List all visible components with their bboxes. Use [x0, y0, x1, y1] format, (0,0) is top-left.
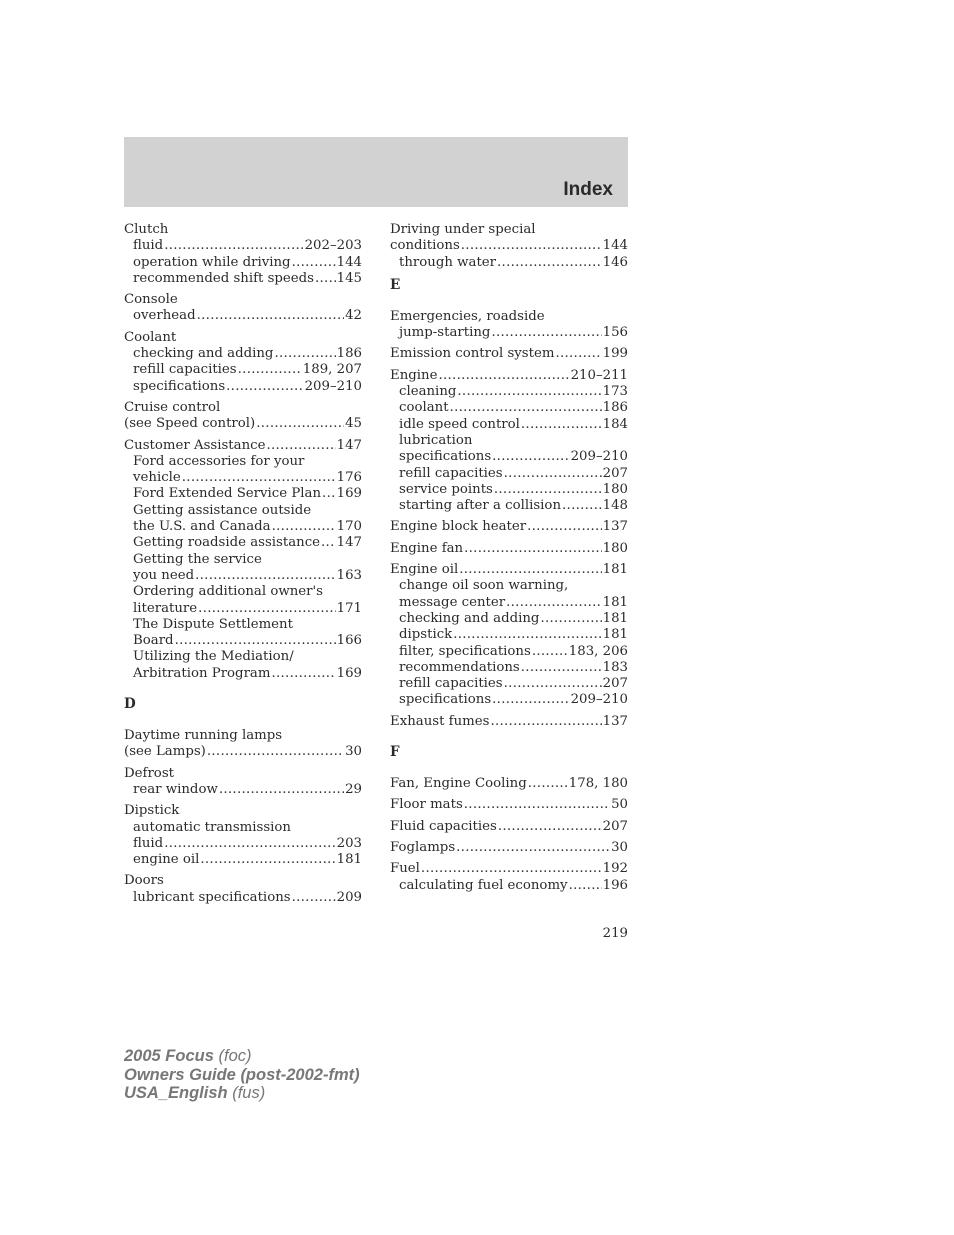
- dot-leader: [497, 255, 602, 271]
- footer-model-code: (foc): [218, 1047, 252, 1065]
- page-reference: 181: [602, 627, 628, 643]
- dot-leader: [540, 611, 601, 627]
- page-reference: 137: [602, 519, 628, 535]
- index-term: [124, 744, 362, 760]
- index-subentry: [390, 466, 628, 482]
- page-reference: 50: [611, 797, 628, 813]
- entry-text: Ford accessories for your: [133, 453, 305, 469]
- entry-text: Clutch: [124, 222, 169, 237]
- entry-text: dipstick: [399, 627, 453, 643]
- index-subentry: [124, 890, 362, 906]
- index-subentry: [124, 503, 362, 519]
- index-entry: [390, 776, 628, 792]
- dot-leader: [464, 541, 602, 557]
- index-subentry: [124, 255, 362, 271]
- entry-text: Engine oil: [390, 562, 459, 578]
- index-subentry: [390, 611, 628, 627]
- dot-leader: [292, 890, 336, 906]
- dot-leader: [562, 498, 602, 514]
- index-subentry: [390, 482, 628, 498]
- index-term: [390, 309, 628, 325]
- index-term: [390, 541, 628, 557]
- page-reference: 183, 206: [568, 643, 628, 659]
- index-term: [390, 346, 628, 362]
- index-entry: [390, 840, 628, 856]
- entry-text: Customer Assistance: [124, 437, 266, 453]
- index-entry: [390, 819, 628, 835]
- index-term: [390, 776, 628, 792]
- entry-text: Fuel: [390, 861, 420, 877]
- dot-leader: [175, 633, 336, 649]
- page-reference: 209–210: [570, 449, 628, 465]
- page-reference: 196: [602, 877, 628, 893]
- dot-leader: [459, 562, 601, 578]
- entry-text: through water: [399, 254, 497, 270]
- page-reference: 207: [602, 465, 628, 481]
- index-term: [124, 222, 362, 238]
- entry-text: refill capacities: [399, 676, 503, 692]
- page-reference: 171: [336, 600, 362, 616]
- page-reference: 184: [602, 416, 628, 432]
- index-subentry: [124, 552, 362, 568]
- page-reference: 45: [345, 416, 362, 432]
- index-entry: [124, 873, 362, 906]
- index-subentry: [390, 400, 628, 416]
- dot-leader: [453, 627, 601, 643]
- page-reference: 30: [611, 839, 628, 855]
- entry-text: Board: [133, 633, 174, 649]
- index-entry: [390, 346, 628, 362]
- index-term: [390, 819, 628, 835]
- dot-leader: [461, 238, 602, 254]
- index-entry: [390, 562, 628, 709]
- dot-leader: [164, 238, 303, 254]
- entry-text: Doors: [124, 873, 164, 889]
- dot-leader: [321, 535, 336, 551]
- index-entry: [390, 861, 628, 894]
- page-reference: 146: [602, 254, 628, 270]
- index-entry: [124, 292, 362, 325]
- index-entry: [390, 519, 628, 535]
- entry-text: lubrication: [399, 432, 473, 448]
- entry-text: Getting the service: [133, 551, 262, 567]
- page-reference: 186: [336, 346, 362, 362]
- index-subentry: [390, 595, 628, 611]
- entry-text: Coolant: [124, 329, 177, 345]
- entry-text: overhead: [133, 308, 196, 324]
- index-subentry: [124, 470, 362, 486]
- index-term: [124, 803, 362, 819]
- entry-text: Ordering additional owner's: [133, 584, 323, 600]
- page-reference: 169: [336, 486, 362, 502]
- entry-text: fluid: [133, 835, 164, 851]
- index-term: [124, 416, 362, 432]
- entry-text: Getting roadside assistance: [133, 535, 321, 551]
- index-term: [390, 519, 628, 535]
- dot-leader: [164, 836, 335, 852]
- page-reference: 180: [602, 540, 628, 556]
- index-term: [390, 797, 628, 813]
- section-letter: F: [390, 744, 400, 761]
- entry-text: Dipstick: [124, 803, 180, 819]
- dot-leader: [498, 819, 602, 835]
- index-subentry: [124, 782, 362, 798]
- index-subentry: [124, 633, 362, 649]
- page-reference: 42: [345, 308, 362, 324]
- index-subentry: [390, 325, 628, 341]
- dot-leader: [504, 466, 602, 482]
- index-term: [124, 400, 362, 416]
- page-reference: 183: [602, 659, 628, 675]
- page-reference: 209–210: [304, 378, 362, 394]
- index-term: [390, 368, 628, 384]
- index-subentry: [124, 519, 362, 535]
- page-reference: 156: [602, 325, 628, 341]
- entry-text: calculating fuel economy: [399, 877, 568, 893]
- entry-text: service points: [399, 481, 493, 497]
- entry-text: cleaning: [399, 384, 457, 400]
- section-letter: E: [390, 276, 401, 293]
- index-subentry: [390, 660, 628, 676]
- index-entry: [124, 222, 362, 287]
- entry-text: Exhaust fumes: [390, 713, 490, 729]
- entry-text: (see Lamps): [124, 744, 206, 760]
- page-reference: 181: [602, 594, 628, 610]
- section-letter: D: [124, 696, 136, 713]
- dot-leader: [207, 744, 344, 760]
- index-subentry: [124, 271, 362, 287]
- page-reference: 166: [336, 633, 362, 649]
- index-entry: [124, 803, 362, 868]
- index-subentry: [124, 820, 362, 836]
- index-entry: [390, 541, 628, 557]
- index-term: [390, 840, 628, 856]
- entry-text: Engine fan: [390, 540, 464, 556]
- page-reference: 203: [336, 835, 362, 851]
- entry-text: Emergencies, roadside: [390, 308, 545, 324]
- index-subentry: [390, 692, 628, 708]
- index-subentry: [124, 649, 362, 665]
- entry-text: message center: [399, 594, 506, 610]
- dot-leader: [457, 384, 601, 400]
- entry-text: The Dispute Settlement: [133, 616, 293, 632]
- index-subentry: [124, 486, 362, 502]
- page-title: Index: [563, 179, 613, 200]
- index-term: [124, 438, 362, 454]
- dot-leader: [197, 308, 344, 324]
- entry-text: Ford Extended Service Plan: [133, 486, 322, 502]
- index-subentry: [124, 852, 362, 868]
- entry-text: vehicle: [133, 470, 181, 486]
- index-subentry: [390, 417, 628, 433]
- entry-text: Engine: [390, 367, 438, 383]
- entry-text: fluid: [133, 238, 164, 254]
- entry-text: change oil soon warning,: [399, 578, 569, 594]
- dot-leader: [504, 676, 602, 692]
- dot-leader: [464, 797, 610, 813]
- index-subentry: [124, 535, 362, 551]
- dot-leader: [450, 400, 602, 416]
- dot-leader: [438, 368, 569, 384]
- dot-leader: [555, 346, 601, 362]
- entry-text: you need: [133, 567, 195, 583]
- dot-leader: [532, 644, 568, 660]
- dot-leader: [528, 776, 568, 792]
- index-term: [124, 330, 362, 346]
- footer: [124, 1047, 360, 1103]
- page-reference: 209: [336, 889, 362, 905]
- page-reference: 29: [345, 781, 362, 797]
- index-subentry: [124, 617, 362, 633]
- index-term: [390, 222, 628, 238]
- index-term: [124, 766, 362, 782]
- index-entry: [390, 309, 628, 342]
- entry-text: Floor mats: [390, 797, 463, 813]
- footer-language-code: (fus): [232, 1084, 266, 1102]
- page-reference: 169: [336, 665, 362, 681]
- entry-text: recommendations: [399, 659, 520, 675]
- index-subentry: [390, 644, 628, 660]
- index-entry: [124, 766, 362, 799]
- entry-text: operation while driving: [133, 254, 291, 270]
- entry-text: Getting assistance outside: [133, 502, 312, 518]
- entry-text: conditions: [390, 238, 460, 254]
- entry-text: Engine block heater: [390, 519, 527, 535]
- index-column-left: [124, 222, 362, 911]
- page-reference: 163: [336, 567, 362, 583]
- index-subentry: [124, 346, 362, 362]
- index-entry: [390, 714, 628, 730]
- entry-text: Emission control system: [390, 346, 555, 362]
- entry-text: specifications: [399, 449, 492, 465]
- page-reference: 178, 180: [568, 776, 628, 792]
- index-subentry: [390, 449, 628, 465]
- index-term: [390, 861, 628, 877]
- index-subentry: [124, 601, 362, 617]
- page-reference: 181: [602, 610, 628, 626]
- index-subentry: [124, 454, 362, 470]
- page-reference: 148: [602, 498, 628, 514]
- page-reference: 181: [602, 562, 628, 578]
- dot-leader: [521, 417, 602, 433]
- entry-text: starting after a collision: [399, 498, 562, 514]
- entry-text: Console: [124, 292, 178, 308]
- dot-leader: [256, 416, 344, 432]
- entry-text: specifications: [133, 378, 226, 394]
- dot-leader: [272, 519, 336, 535]
- dot-leader: [271, 666, 335, 682]
- index-subentry: [390, 627, 628, 643]
- page-reference: 176: [336, 470, 362, 486]
- dot-leader: [198, 601, 335, 617]
- index-term: [390, 562, 628, 578]
- index-subentry: [124, 666, 362, 682]
- index-subentry: [124, 238, 362, 254]
- entry-text: Foglamps: [390, 839, 456, 855]
- page-reference: 207: [602, 818, 628, 834]
- page-reference: 147: [336, 437, 362, 453]
- page-reference: 144: [602, 238, 628, 254]
- page-reference: 207: [602, 676, 628, 692]
- entry-text: engine oil: [133, 852, 200, 868]
- dot-leader: [491, 325, 601, 341]
- entry-text: recommended shift speeds: [133, 270, 314, 286]
- index-entry: [390, 368, 628, 515]
- index-subentry: [390, 676, 628, 692]
- page-number: 219: [602, 926, 628, 941]
- page-reference: 144: [336, 254, 362, 270]
- dot-leader: [274, 346, 335, 362]
- dot-leader: [569, 878, 602, 894]
- index-subentry: [390, 384, 628, 400]
- entry-text: Utilizing the Mediation/: [133, 649, 294, 665]
- entry-text: refill capacities: [133, 362, 237, 378]
- page-reference: 189, 207: [302, 362, 362, 378]
- entry-text: checking and adding: [399, 610, 540, 626]
- page-reference: 145: [336, 270, 362, 286]
- entry-text: Fan, Engine Cooling: [390, 776, 527, 792]
- index-entry: [124, 438, 362, 682]
- index-subentry: [124, 836, 362, 852]
- entry-text: lubricant specifications: [133, 889, 291, 905]
- page-reference: 202–203: [304, 238, 362, 254]
- page-reference: 209–210: [570, 692, 628, 708]
- page-reference: 170: [336, 519, 362, 535]
- entry-text: Driving under special: [390, 222, 536, 237]
- page-reference: 186: [602, 400, 628, 416]
- index-term: [390, 714, 628, 730]
- index-subentry: [390, 433, 628, 449]
- page-reference: 210–211: [570, 367, 628, 383]
- page-reference: 137: [602, 713, 628, 729]
- footer-model: 2005 Focus: [124, 1047, 214, 1065]
- index-subentry: [390, 255, 628, 271]
- dot-leader: [292, 255, 336, 271]
- entry-text: literature: [133, 600, 198, 616]
- footer-guide: Owners Guide (post-2002-fmt): [124, 1065, 360, 1084]
- dot-leader: [195, 568, 335, 584]
- index-entry: [124, 728, 362, 761]
- dot-leader: [492, 449, 569, 465]
- index-term: [390, 238, 628, 254]
- index-subentry: [124, 379, 362, 395]
- index-column-right: [390, 222, 628, 899]
- index-entry: [124, 400, 362, 433]
- dot-leader: [527, 519, 601, 535]
- dot-leader: [456, 840, 610, 856]
- index-subentry: [124, 568, 362, 584]
- header-band: [124, 137, 628, 207]
- index-subentry: [390, 578, 628, 594]
- entry-text: refill capacities: [399, 465, 503, 481]
- index-term: [124, 873, 362, 889]
- entry-text: (see Speed control): [124, 416, 256, 432]
- footer-language: USA_English: [124, 1084, 228, 1102]
- entry-text: coolant: [399, 400, 449, 416]
- page-reference: 199: [602, 346, 628, 362]
- index-subentry: [124, 308, 362, 324]
- index-subentry: [124, 584, 362, 600]
- index-subentry: [124, 362, 362, 378]
- page-reference: 173: [602, 384, 628, 400]
- entry-text: idle speed control: [399, 416, 520, 432]
- index-entry: [124, 330, 362, 395]
- entry-text: jump-starting: [399, 325, 491, 341]
- entry-text: Defrost: [124, 765, 174, 781]
- page-reference: 181: [336, 852, 362, 868]
- entry-text: automatic transmission: [133, 819, 291, 835]
- entry-text: specifications: [399, 692, 492, 708]
- dot-leader: [238, 362, 302, 378]
- entry-text: rear window: [133, 781, 218, 797]
- entry-text: the U.S. and Canada: [133, 519, 271, 535]
- index-entry: [390, 222, 628, 271]
- dot-leader: [490, 714, 601, 730]
- dot-leader: [182, 470, 336, 486]
- entry-text: Daytime running lamps: [124, 728, 283, 744]
- index-entry: [390, 797, 628, 813]
- dot-leader: [492, 692, 569, 708]
- page-reference: 180: [602, 481, 628, 497]
- page-reference: 192: [602, 861, 628, 877]
- dot-leader: [200, 852, 335, 868]
- dot-leader: [322, 486, 336, 502]
- entry-text: Cruise control: [124, 399, 221, 415]
- dot-leader: [421, 861, 602, 877]
- page-reference: 30: [345, 744, 362, 760]
- index-subentry: [390, 878, 628, 894]
- index-term: [124, 728, 362, 744]
- dot-leader: [521, 660, 602, 676]
- entry-text: checking and adding: [133, 346, 274, 362]
- page-reference: 147: [336, 535, 362, 551]
- entry-text: filter, specifications: [399, 643, 531, 659]
- index-subentry: [390, 498, 628, 514]
- dot-leader: [506, 595, 602, 611]
- dot-leader: [315, 271, 336, 287]
- dot-leader: [219, 782, 344, 798]
- entry-text: Arbitration Program: [133, 665, 271, 681]
- entry-text: Fluid capacities: [390, 818, 497, 834]
- dot-leader: [266, 438, 335, 454]
- dot-leader: [494, 482, 602, 498]
- index-term: [124, 292, 362, 308]
- dot-leader: [226, 379, 303, 395]
